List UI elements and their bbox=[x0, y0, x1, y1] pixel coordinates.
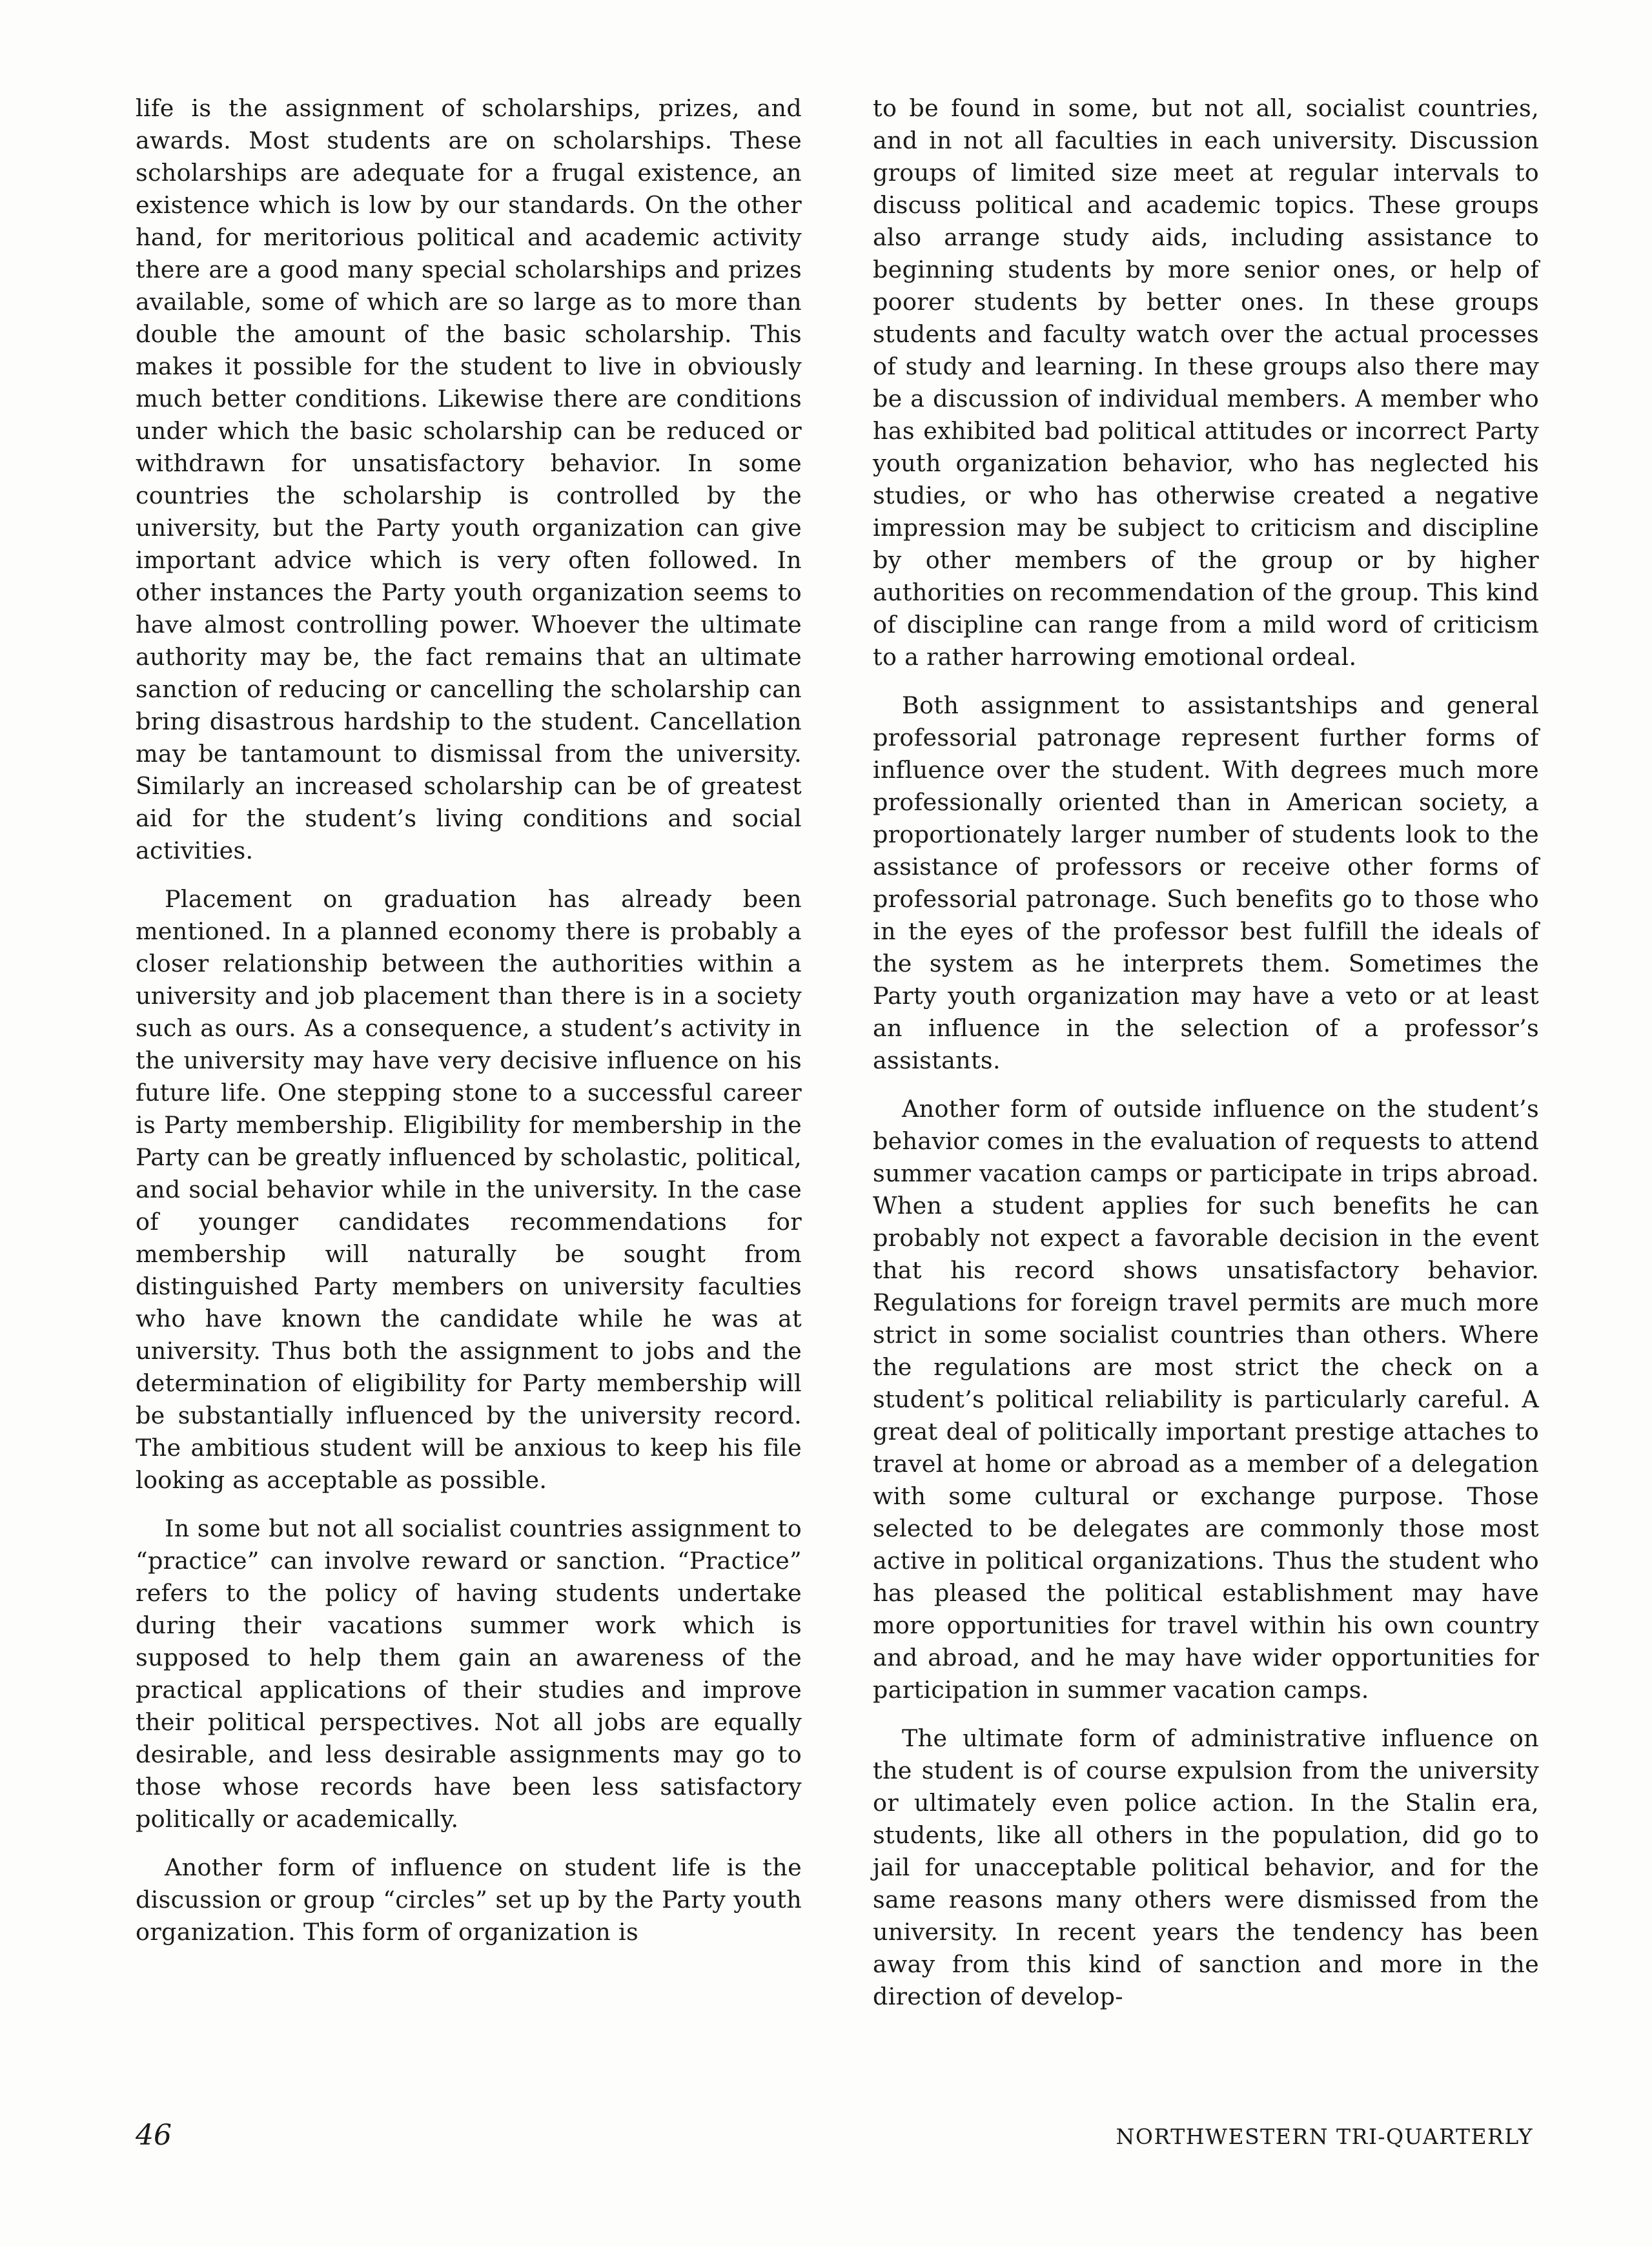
paragraph: Another form of outside influence on the student’s behavior comes in the evaluation of requests to attend summer vacation camps or participate in trips abroad. When a student applies for such benefits he can probably not expect a favorable decision in the event that his record shows unsatisfactory behavior. Regulations for foreign travel permits are much more strict in some socialist countries than others. Where the regulations are most strict the check on a student’s political reliability is particularly careful. A great deal of politically important prestige attaches to travel at home or abroad as a member of a delegation with some cultural or exchange purpose. Those selected to be delegates are commonly those most active in political organizations. Thus the student who has pleased the political establishment may have more opportunities for travel within his own country and abroad, and he may have wider opportunities for participation in summer vacation camps. bbox=[873, 1095, 1539, 1704]
paragraph: In some but not all socialist countries assignment to “practice” can involve reward or sanction. “Practice” refers to the policy of having students undertake during their vacations summer work which is supposed to help them gain an awareness of the practical applications of their studies and improve their political perspectives. Not all jobs are equally desirable, and less desirable assignments may go to those whose records have been less satisfactory politically or academically. bbox=[136, 1515, 802, 1833]
paragraph: to be found in some, but not all, socialist countries, and in not all faculties in each university. Discussion groups of limited size meet at regular intervals to discuss political and academic topics. These groups also arrange study aids, including assistance to beginning students by more senior ones, or help of poorer students by better ones. In these groups students and faculty watch over the actual processes of study and learning. In these groups also there may be a discussion of individual members. A member who has exhibited bad political attitudes or incorrect Party youth organization behavior, who has neglected his studies, or who has otherwise created a negative impression may be subject to criticism and discipline by other members of the group or by higher authorities on recommendation of the group. This kind of discipline can range from a mild word of criticism to a rather harrowing emotional ordeal. bbox=[873, 94, 1540, 671]
left-text-column bbox=[136, 92, 802, 1965]
paragraph: life is the assignment of scholarships, prizes, and awards. Most students are on scholarships. These scholarships are adequate for a frugal existence, an existence which is low by our standards. On the other hand, for meritorious political and academic activity there are a good many special scholarships and prizes available, some of which are so large as to more than double the amount of the basic scholarship. This makes it possible for the student to live in obviously much better conditions. Likewise there are conditions under which the basic scholarship can be reduced or withdrawn for unsatisfactory behavior. In some countries the scholarship is controlled by the university, but the Party youth organization can give important advice which is very often followed. In other instances the Party youth organization seems to have almost controlling power. Whoever the ultimate authority may be, the fact remains that an ultimate sanction of reducing or cancelling the scholarship can bring disastrous hardship to the student. Cancellation may be tantamount to dismissal from the university. Similarly an increased scholarship can be of greatest aid for the student’s living conditions and social activities. bbox=[136, 94, 802, 864]
running-footer-title: NORTHWESTERN TRI-QUARTERLY bbox=[1116, 2124, 1533, 2149]
paragraph: The ultimate form of administrative influence on the student is of course expulsion from the university or ultimately even police action. In the Stalin era, students, like all others in the population, did go to jail for unacceptable political behavior, and for the same reasons many others were dismissed from the university. In recent years the tendency has been away from this kind of sanction and more in the direction of develop- bbox=[873, 1724, 1539, 2010]
paragraph: Both assignment to assistantships and general professorial patronage represent further forms of influence over the student. With degrees much more professionally oriented than in American society, a proportionately larger number of students look to the assistance of professors or receive other forms of professorial patronage. Such benefits go to those who in the eyes of the professor best fulfill the ideals of the system as he interprets them. Sometimes the Party youth organization may have a veto or at least an influence in the selection of a professor’s assistants. bbox=[873, 691, 1539, 1074]
paragraph: Placement on graduation has already been mentioned. In a planned economy there is probably a closer relationship between the authorities within a university and job placement than there is in a society such as ours. As a consequence, a student’s activity in the university may have very decisive influence on his future life. One stepping stone to a successful career is Party membership. Eligibility for membership in the Party can be greatly influenced by scholastic, political, and social behavior while in the university. In the case of younger candidates recommendations for membership will naturally be sought from distinguished Party members on university faculties who have known the candidate while he was at university. Thus both the assignment to jobs and the determination of eligibility for Party membership will be substantially influenced by the university record. The ambitious student will be anxious to keep his file looking as acceptable as possible. bbox=[136, 885, 802, 1494]
right-text-column bbox=[873, 92, 1539, 2029]
page-number: 46 bbox=[136, 2119, 172, 2152]
paragraph: Another form of influence on student life is the discussion or group “circles” set up by the Party youth organization. This form of organization is bbox=[136, 1853, 802, 1946]
